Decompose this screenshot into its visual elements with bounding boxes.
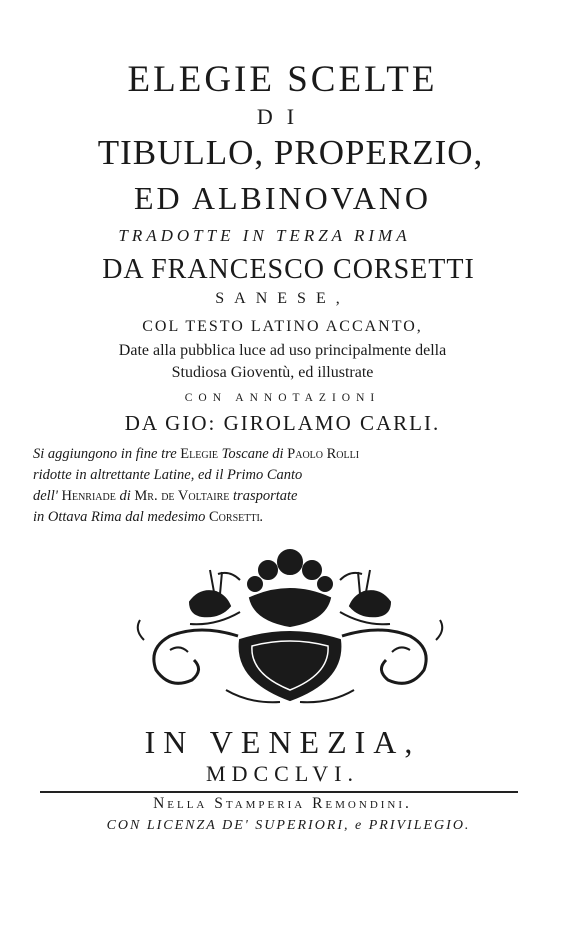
addenda-line-3: dell' Henriade di Mr. de Voltaire trasportate xyxy=(33,488,298,504)
title-line-1: ELEGIE SCELTE xyxy=(127,59,438,100)
printer-ornament-icon xyxy=(130,540,450,710)
purpose-line-1: Date alla pubblica luce ad uso principalmente della xyxy=(118,342,447,359)
title-line-4: ED ALBINOVANO xyxy=(133,180,432,216)
translator-origin: SANESE, xyxy=(215,290,350,307)
title-line-3: TIBULLO, PROPERZIO, xyxy=(97,133,484,172)
imprint-year: MDCCLVI. xyxy=(206,761,359,786)
addenda-line-1: Si aggiungono in fine tre Elegie Toscane di Paolo Rolli xyxy=(33,446,360,462)
latin-text-note: COL TESTO LATINO ACCANTO, xyxy=(142,318,423,335)
addenda-line-4: in Ottava Rima dal medesimo Corsetti. xyxy=(33,509,264,525)
imprint-divider xyxy=(40,791,518,793)
annotator-name: DA GIO: GIROLAMO CARLI. xyxy=(124,411,441,435)
imprint-printer: Nella Stamperia Remondini. xyxy=(153,795,412,812)
imprint-place: IN VENEZIA, xyxy=(144,724,421,760)
title-line-2: DI xyxy=(256,104,309,129)
translation-note: TRADOTTE IN TERZA RIMA xyxy=(118,226,411,245)
addenda-line-2: ridotte in altrettante Latine, ed il Primo Canto xyxy=(33,467,303,483)
purpose-line-2: Studiosa Gioventù, ed illustrate xyxy=(171,364,374,381)
annotations-label: CON ANNOTAZIONI xyxy=(184,392,381,404)
imprint-license: CON LICENZA DE' SUPERIORI, e PRIVILEGIO. xyxy=(106,818,471,833)
translator-name: DA FRANCESCO CORSETTI xyxy=(102,254,475,285)
